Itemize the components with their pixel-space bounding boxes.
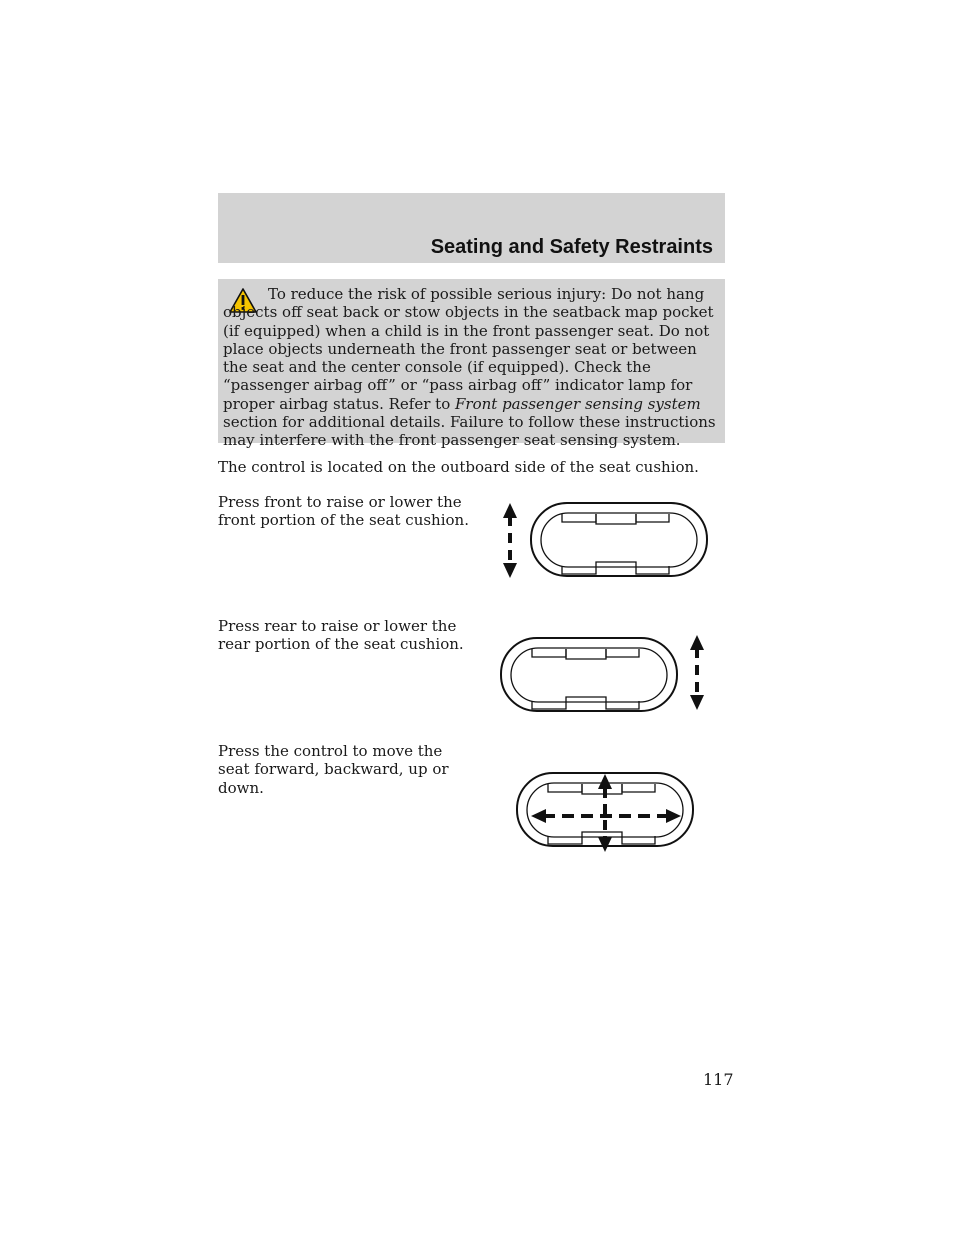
warning-text: To reduce the risk of possible serious injury: Do not hang objects off seat back or stow objects in the seatback map pocket (if equipped) when a child is in the front passenger seat. Do not place objects underneath the front passenger seat or between the seat and the center console (if equipped). Check the “passenger airbag off” or “pass airbag off” indicator lamp for proper airbag status. Refer to Front passenger sensing system section for additional details. Failure to follow these instructions may interfere with the front passenger seat sensing system. (223, 285, 716, 450)
warning-box (218, 279, 725, 450)
front-control-illustration (495, 500, 715, 585)
four-way-control-illustration (495, 768, 715, 853)
vertical-arrow-icon (503, 503, 517, 578)
warning-reference: Front passenger sensing system (455, 394, 701, 413)
full-control-text: Press the control to move the seat forward, backward, up or down. (218, 742, 449, 797)
seat-control-switch (501, 638, 677, 711)
control-location-text: The control is located on the outboard side of the seat cushion. (218, 458, 699, 476)
rear-control-illustration (495, 630, 715, 715)
vertical-arrow-icon (690, 635, 704, 710)
rear-control-text: Press rear to raise or lower the rear portion of the seat cushion. (218, 617, 464, 654)
page-number: 117 (703, 1070, 734, 1089)
section-title: Seating and Safety Restraints (430, 236, 713, 258)
header-band (218, 193, 725, 263)
front-control-text: Press front to raise or lower the front portion of the seat cushion. (218, 493, 469, 530)
seat-control-switch (531, 503, 707, 576)
